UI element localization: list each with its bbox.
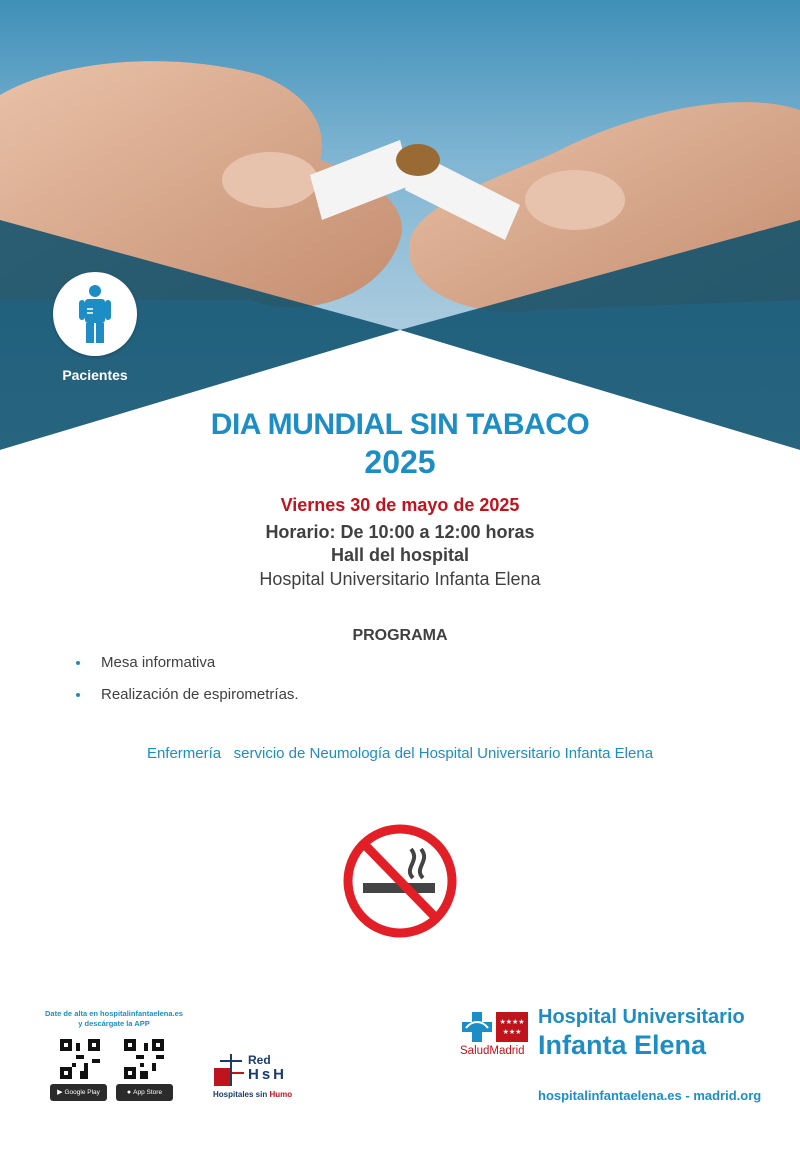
network-hsh: HsH	[248, 1066, 288, 1083]
salud-madrid-label	[460, 1045, 525, 1057]
google-play-icon: ▶	[57, 1089, 63, 1096]
event-location: Hall del hospital	[330, 545, 470, 565]
svg-text:★★★★: ★★★★	[499, 1018, 525, 1026]
app-caption-line2: y descárgate la APP	[78, 1019, 150, 1028]
qr-code-app-store[interactable]	[124, 1039, 164, 1079]
list-item-text: Realización de espirometrías.	[101, 686, 299, 703]
app-caption-line1: Date de alta en hospitalinfantaelena.es	[45, 1009, 183, 1018]
patients-label: Pacientes	[62, 367, 128, 383]
event-title: DIA MUNDIAL SIN TABACO	[210, 408, 590, 441]
salud-text: Salud	[460, 1045, 490, 1057]
hospital-name-line1: Hospital Universitario	[538, 1006, 745, 1028]
event-date: Viernes 30 de mayo de 2025	[280, 495, 520, 515]
event-hospital: Hospital Universitario Infanta Elena	[259, 569, 541, 589]
salud-madrid-logo	[460, 1010, 532, 1044]
google-play-label: Google Play	[64, 1089, 100, 1096]
qr-code-google-play[interactable]	[60, 1039, 100, 1079]
patient-icon	[75, 284, 115, 344]
app-caption	[30, 1009, 198, 1029]
bullet-icon	[76, 661, 80, 665]
event-hours: Horario: De 10:00 a 12:00 horas	[265, 522, 535, 542]
program-heading: PROGRAMA	[352, 627, 448, 644]
organizer-credits: Enfermería servicio de Neumología del Hospital Universitario Infanta Elena	[146, 745, 654, 762]
network-subtitle	[213, 1090, 292, 1099]
list-item	[76, 686, 299, 718]
hospital-name-line2: Infanta Elena	[538, 1030, 707, 1060]
hsh-network-logo	[212, 1050, 246, 1090]
bullet-icon	[76, 693, 80, 697]
network-subtitle-humo: Humo	[269, 1090, 293, 1099]
svg-text:★★★: ★★★	[502, 1028, 522, 1036]
apple-icon: ●	[126, 1089, 132, 1096]
network-red: Red	[248, 1053, 271, 1067]
list-item	[76, 654, 299, 686]
app-store-label: App Store	[133, 1089, 163, 1096]
list-item-text: Mesa informativa	[101, 654, 216, 671]
program-list	[76, 654, 299, 718]
app-store-button[interactable]	[116, 1084, 173, 1101]
website-link[interactable]: hospitalinfantaelena.es - madrid.org	[538, 1088, 762, 1103]
madrid-text: Madrid	[489, 1045, 525, 1057]
no-smoking-icon	[343, 823, 457, 939]
patients-badge	[53, 272, 137, 356]
network-subtitle-text: Hospitales sin	[213, 1090, 270, 1099]
event-year: 2025	[364, 444, 436, 480]
google-play-button[interactable]	[50, 1084, 107, 1101]
